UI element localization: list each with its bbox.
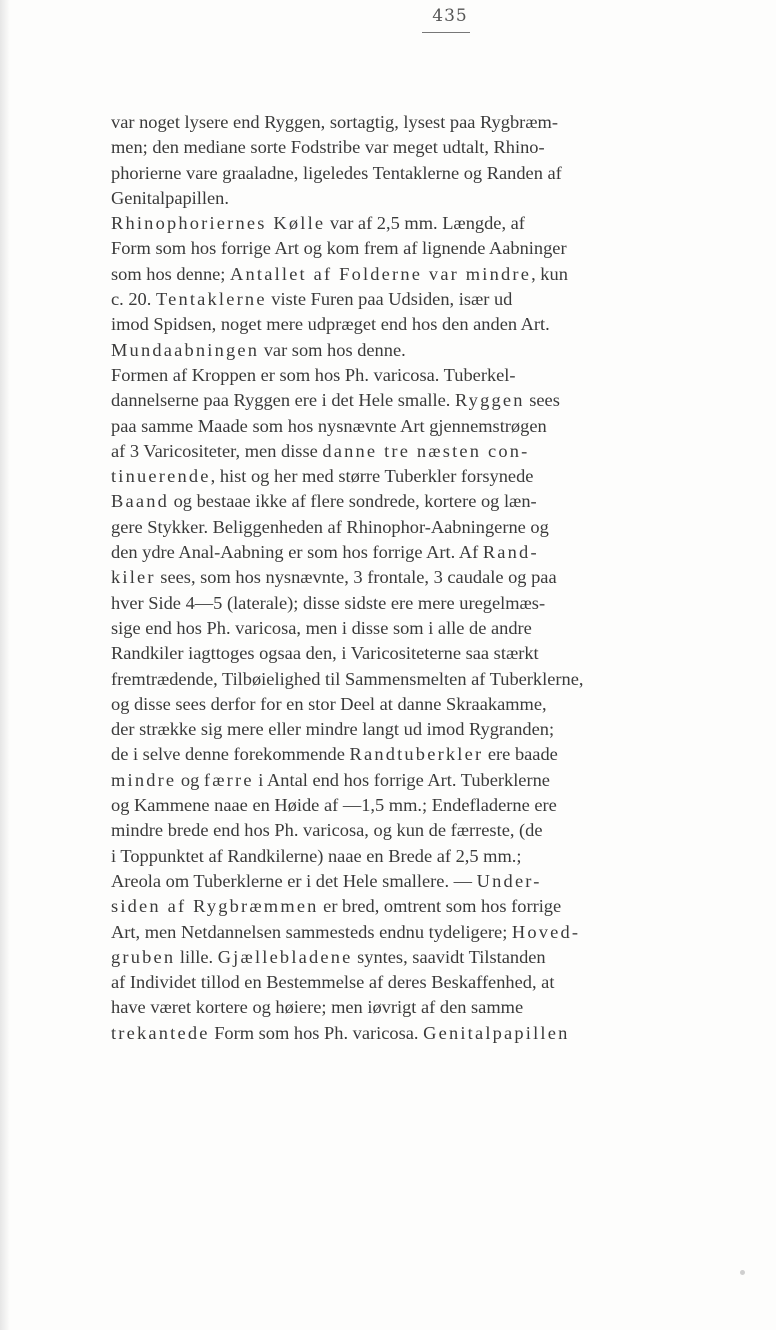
text-line	[111, 161, 761, 186]
text-line	[111, 540, 761, 565]
text-segment: i Toppunktet af Randkilerne) naae en Brede af 2,5 mm.;	[111, 845, 522, 866]
text-line	[111, 439, 761, 464]
emphasized-text: Hoved-	[511, 921, 581, 942]
text-segment: sees	[524, 390, 560, 411]
text-segment: den ydre Anal-Aabning er som hos forrige Art. Af	[111, 542, 483, 563]
emphasized-text: mindre	[111, 769, 177, 790]
text-segment: c. 20.	[111, 289, 156, 310]
text-segment: syntes, saavidt Tilstanden	[352, 946, 546, 967]
emphasized-text: færre	[203, 769, 254, 790]
text-line	[111, 236, 761, 261]
text-line	[111, 591, 761, 616]
text-line	[111, 186, 761, 211]
text-segment: i Antal end hos forrige Art. Tuberklerne	[253, 769, 550, 790]
text-segment: de i selve denne forekommende	[111, 744, 350, 765]
text-line	[111, 287, 761, 312]
text-segment: viste Furen paa Udsiden, især ud	[266, 289, 513, 310]
text-segment: og	[176, 769, 204, 790]
emphasized-text: gruben	[111, 946, 176, 967]
text-segment: men; den mediane sorte Fodstribe var meget udtalt, Rhino-	[111, 137, 545, 158]
text-line	[111, 667, 761, 692]
emphasized-text: Tentaklerne	[155, 289, 267, 310]
text-line	[111, 262, 761, 287]
text-line	[111, 515, 761, 540]
page-number-underline	[422, 32, 470, 33]
text-segment: og bestaae ikke af flere sondrede, kortere og læn-	[168, 491, 537, 512]
text-segment: lille.	[175, 946, 218, 967]
page-number: 435	[432, 6, 468, 26]
text-line	[111, 793, 761, 818]
text-line	[111, 970, 761, 995]
text-line	[111, 110, 761, 135]
emphasized-text: siden af Rygbræmmen	[111, 896, 319, 917]
text-segment: Areola om Tuberklerne er i det Hele smallere. —	[111, 870, 477, 891]
paper-speck	[740, 1270, 745, 1275]
text-line	[111, 211, 761, 236]
text-line	[111, 135, 761, 160]
emphasized-text: Gjællebladene	[217, 946, 353, 967]
emphasized-text: Under-	[476, 870, 542, 891]
text-segment: have været kortere og høiere; men iøvrigt af den samme	[111, 997, 524, 1018]
text-segment: Genitalpapillen.	[111, 187, 229, 208]
text-segment: Randkiler iagttoges ogsaa den, i Varicositeterne saa stærkt	[111, 643, 539, 664]
text-line	[111, 338, 761, 363]
text-line	[111, 894, 761, 919]
emphasized-text: Antallet af Folderne var mindre	[230, 263, 532, 284]
emphasized-text: Mundaabningen	[111, 339, 260, 360]
text-line	[111, 312, 761, 337]
binding-shadow	[0, 0, 10, 1330]
text-segment: og Kammene naae en Høide af —1,5 mm.; Endefladerne ere	[111, 795, 557, 816]
emphasized-text: danne tre næsten con-	[322, 440, 530, 461]
text-segment: er bred, omtrent som hos forrige	[318, 896, 562, 917]
text-line	[111, 844, 761, 869]
text-line	[111, 920, 761, 945]
text-segment: var noget lysere end Ryggen, sortagtig, lysest paa Rygbræm-	[111, 112, 558, 132]
emphasized-text: kiler	[111, 567, 156, 588]
text-segment: mindre brede end hos Ph. varicosa, og kun de færreste, (de	[111, 820, 543, 841]
text-segment: ere baade	[483, 744, 558, 765]
emphasized-text: Baand	[111, 491, 169, 512]
text-line	[111, 388, 761, 413]
text-segment: dannelserne paa Ryggen ere i det Hele smalle.	[111, 390, 455, 411]
text-segment: og disse sees derfor for en stor Deel at danne Skraakamme,	[111, 693, 547, 714]
text-segment: Formen af Kroppen er som hos Ph. varicosa. Tuberkel-	[111, 364, 516, 385]
emphasized-text: trekantede	[111, 1022, 210, 1043]
text-line	[111, 692, 761, 717]
text-line	[111, 818, 761, 843]
text-segment: paa samme Maade som hos nysnævnte Art gjennemstrøgen	[111, 415, 547, 436]
text-segment: phorierne vare graaladne, ligeledes Tentaklerne og Randen af	[111, 162, 562, 183]
emphasized-text: Randtuberkler	[349, 744, 484, 765]
text-line	[111, 869, 761, 894]
text-segment: sees, som hos nysnævnte, 3 frontale, 3 caudale og paa	[155, 567, 557, 588]
emphasized-text: tinuerende	[111, 466, 211, 487]
text-segment: der strække sig mere eller mindre langt ud imod Rygranden;	[111, 719, 555, 740]
text-segment: af Individet tillod en Bestemmelse af deres Beskaffenhed, at	[111, 972, 555, 993]
emphasized-text: Rhinophoriernes Kølle	[111, 213, 326, 234]
text-line	[111, 742, 761, 767]
body-text	[111, 110, 761, 1046]
text-segment: fremtrædende, Tilbøielighed til Sammensmelten af Tuberklerne,	[111, 668, 584, 689]
text-segment: Form som hos forrige Art og kom frem af lignende Aabninger	[111, 238, 567, 259]
text-segment: imod Spidsen, noget mere udpræget end hos den anden Art.	[111, 314, 550, 335]
text-segment: af 3 Varicositeter, men disse	[111, 440, 323, 461]
text-segment: som hos denne;	[111, 263, 231, 284]
text-segment: , hist og her med større Tuberkler forsynede	[210, 466, 534, 487]
text-segment: Form som hos Ph. varicosa.	[209, 1022, 424, 1043]
text-line	[111, 945, 761, 970]
text-segment: Art, men Netdannelsen sammesteds endnu tydeligere;	[111, 921, 512, 942]
text-segment: gere Stykker. Beliggenheden af Rhinophor-Aabningerne og	[111, 516, 549, 537]
text-segment: hver Side 4—5 (laterale); disse sidste ere mere uregelmæs-	[111, 592, 546, 613]
text-segment: var af 2,5 mm. Længde, af	[325, 213, 525, 234]
text-line	[111, 464, 761, 489]
text-line	[111, 641, 761, 666]
text-line	[111, 414, 761, 439]
emphasized-text: Rand-	[482, 542, 539, 563]
emphasized-text: Genitalpapillen	[423, 1022, 570, 1043]
emphasized-text: Ryggen	[454, 390, 525, 411]
text-segment: , kun	[531, 263, 568, 284]
text-line	[111, 565, 761, 590]
text-line	[111, 363, 761, 388]
text-segment: sige end hos Ph. varicosa, men i disse som i alle de andre	[111, 617, 532, 638]
text-line	[111, 995, 761, 1020]
text-line	[111, 616, 761, 641]
text-line	[111, 717, 761, 742]
text-line	[111, 1021, 761, 1046]
text-line	[111, 768, 761, 793]
text-line	[111, 489, 761, 514]
text-segment: var som hos denne.	[259, 339, 406, 360]
